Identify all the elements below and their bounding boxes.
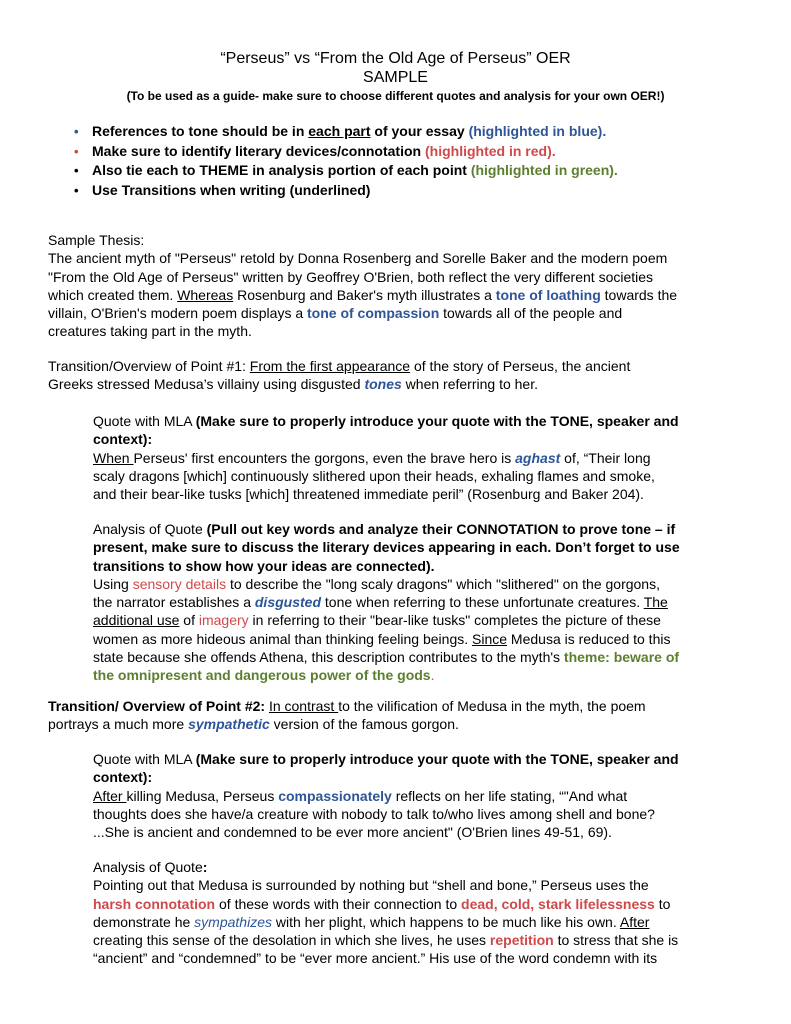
instruction-item-devices: • Make sure to identify literary devices/connotation (highlighted in red). (74, 142, 556, 159)
bullet-icon: • (74, 124, 79, 139)
point1-overview: Transition/Overview of Point #1: From the first appearance of the story of Perseus, the ancient Greeks stressed Medusa’s villainy using disgusted tones when referring to her. (48, 358, 631, 393)
thesis-label: Sample Thesis: (48, 232, 145, 248)
thesis-paragraph: Sample Thesis: The ancient myth of "Perseus" retold by Donna Rosenberg and Sorelle Baker and the modern poem "From the Old Age of Perseus" written by Geoffrey O'Brien, both reflect the very different societies which created them. Whereas Rosenburg and Baker's myth illustrates a tone of loathing towards the villain, O'Brien's modern poem displays a tone of compassion towards all of the people and creatures taking part in the myth. (48, 231, 748, 341)
document-title-sample: SAMPLE (363, 69, 428, 86)
instruction-item-theme: • Also tie each to THEME in analysis portion of each point (highlighted in green). (74, 162, 618, 178)
instruction-item-transitions: • Use Transitions when writing (underlined) (74, 181, 371, 198)
bullet-icon: • (74, 143, 79, 159)
analysis1-paragraph: Analysis of Quote (Pull out key words and analyze their CONNOTATION to prove tone – if present, make sure to discuss the literary devices appearing in each. Don’t forget to use transitions to show how your ideas are connected). Using sensory details to describe the "long scaly dragons" which "slithered" on the gorgons, the narrator establishes a disgusted tone when referring to these unfortunate creatures. The additional use of imagery in referring to their "bear-like tusks" completes the picture of these women as more hideous animal than thinking feeling beings. Since Medusa is reduced to this state because she offends Athena, this description contributes to the myth's theme: beware of the omnipresent and dangerous power of the gods. (93, 521, 680, 683)
analysis2-paragraph: Analysis of Quote: Pointing out that Medusa is surrounded by nothing but “shell and bone,” Perseus uses the harsh connotation of these words with their connection to dead, cold, stark lifelessness to demonstrate he sympathizes with her plight, which happens to be much like his own. After creating this sense of the desolation in which she lives, he uses repetition to stress that she is “ancient” and “condemned” to be “ever more ancient.” His use of the word condemn with its (93, 859, 679, 967)
document-subtitle: (To be used as a guide- make sure to choose different quotes and analysis for your own OER!) (126, 89, 665, 103)
bullet-icon: • (74, 182, 79, 198)
point2-overview: Transition/ Overview of Point #2: In contrast to the vilification of Medusa in the myth, the poem portrays a much more sympathetic version of the famous gorgon. (48, 698, 646, 733)
document-title: “Perseus” vs “From the Old Age of Perseus” OER (220, 50, 571, 67)
instruction-list (72, 122, 618, 200)
quote1-paragraph: Quote with MLA (Make sure to properly introduce your quote with the TONE, speaker and context): When Perseus' first encounters the gorgons, even the brave hero is aghast of, “Their long scaly dragons [which] continuously slithered upon their heads, exhaling flames and smoke, and their bear-like tusks [which] threatened immediate peril” (Rosenburg and Baker 204). (93, 413, 679, 502)
quote2-paragraph: Quote with MLA (Make sure to properly introduce your quote with the TONE, speaker and context): After killing Medusa, Perseus compassionately reflects on her life stating, “"And what thoughts does she have/a creature with nobody to talk to/who lives among shell and bone? ...She is ancient and condemned to be ever more ancient" (O'Brien lines 49-51, 69). (93, 751, 679, 840)
instruction-item-tone: • References to tone should be in each part of your essay (highlighted in blue). (74, 123, 607, 139)
bullet-icon: • (74, 163, 79, 178)
